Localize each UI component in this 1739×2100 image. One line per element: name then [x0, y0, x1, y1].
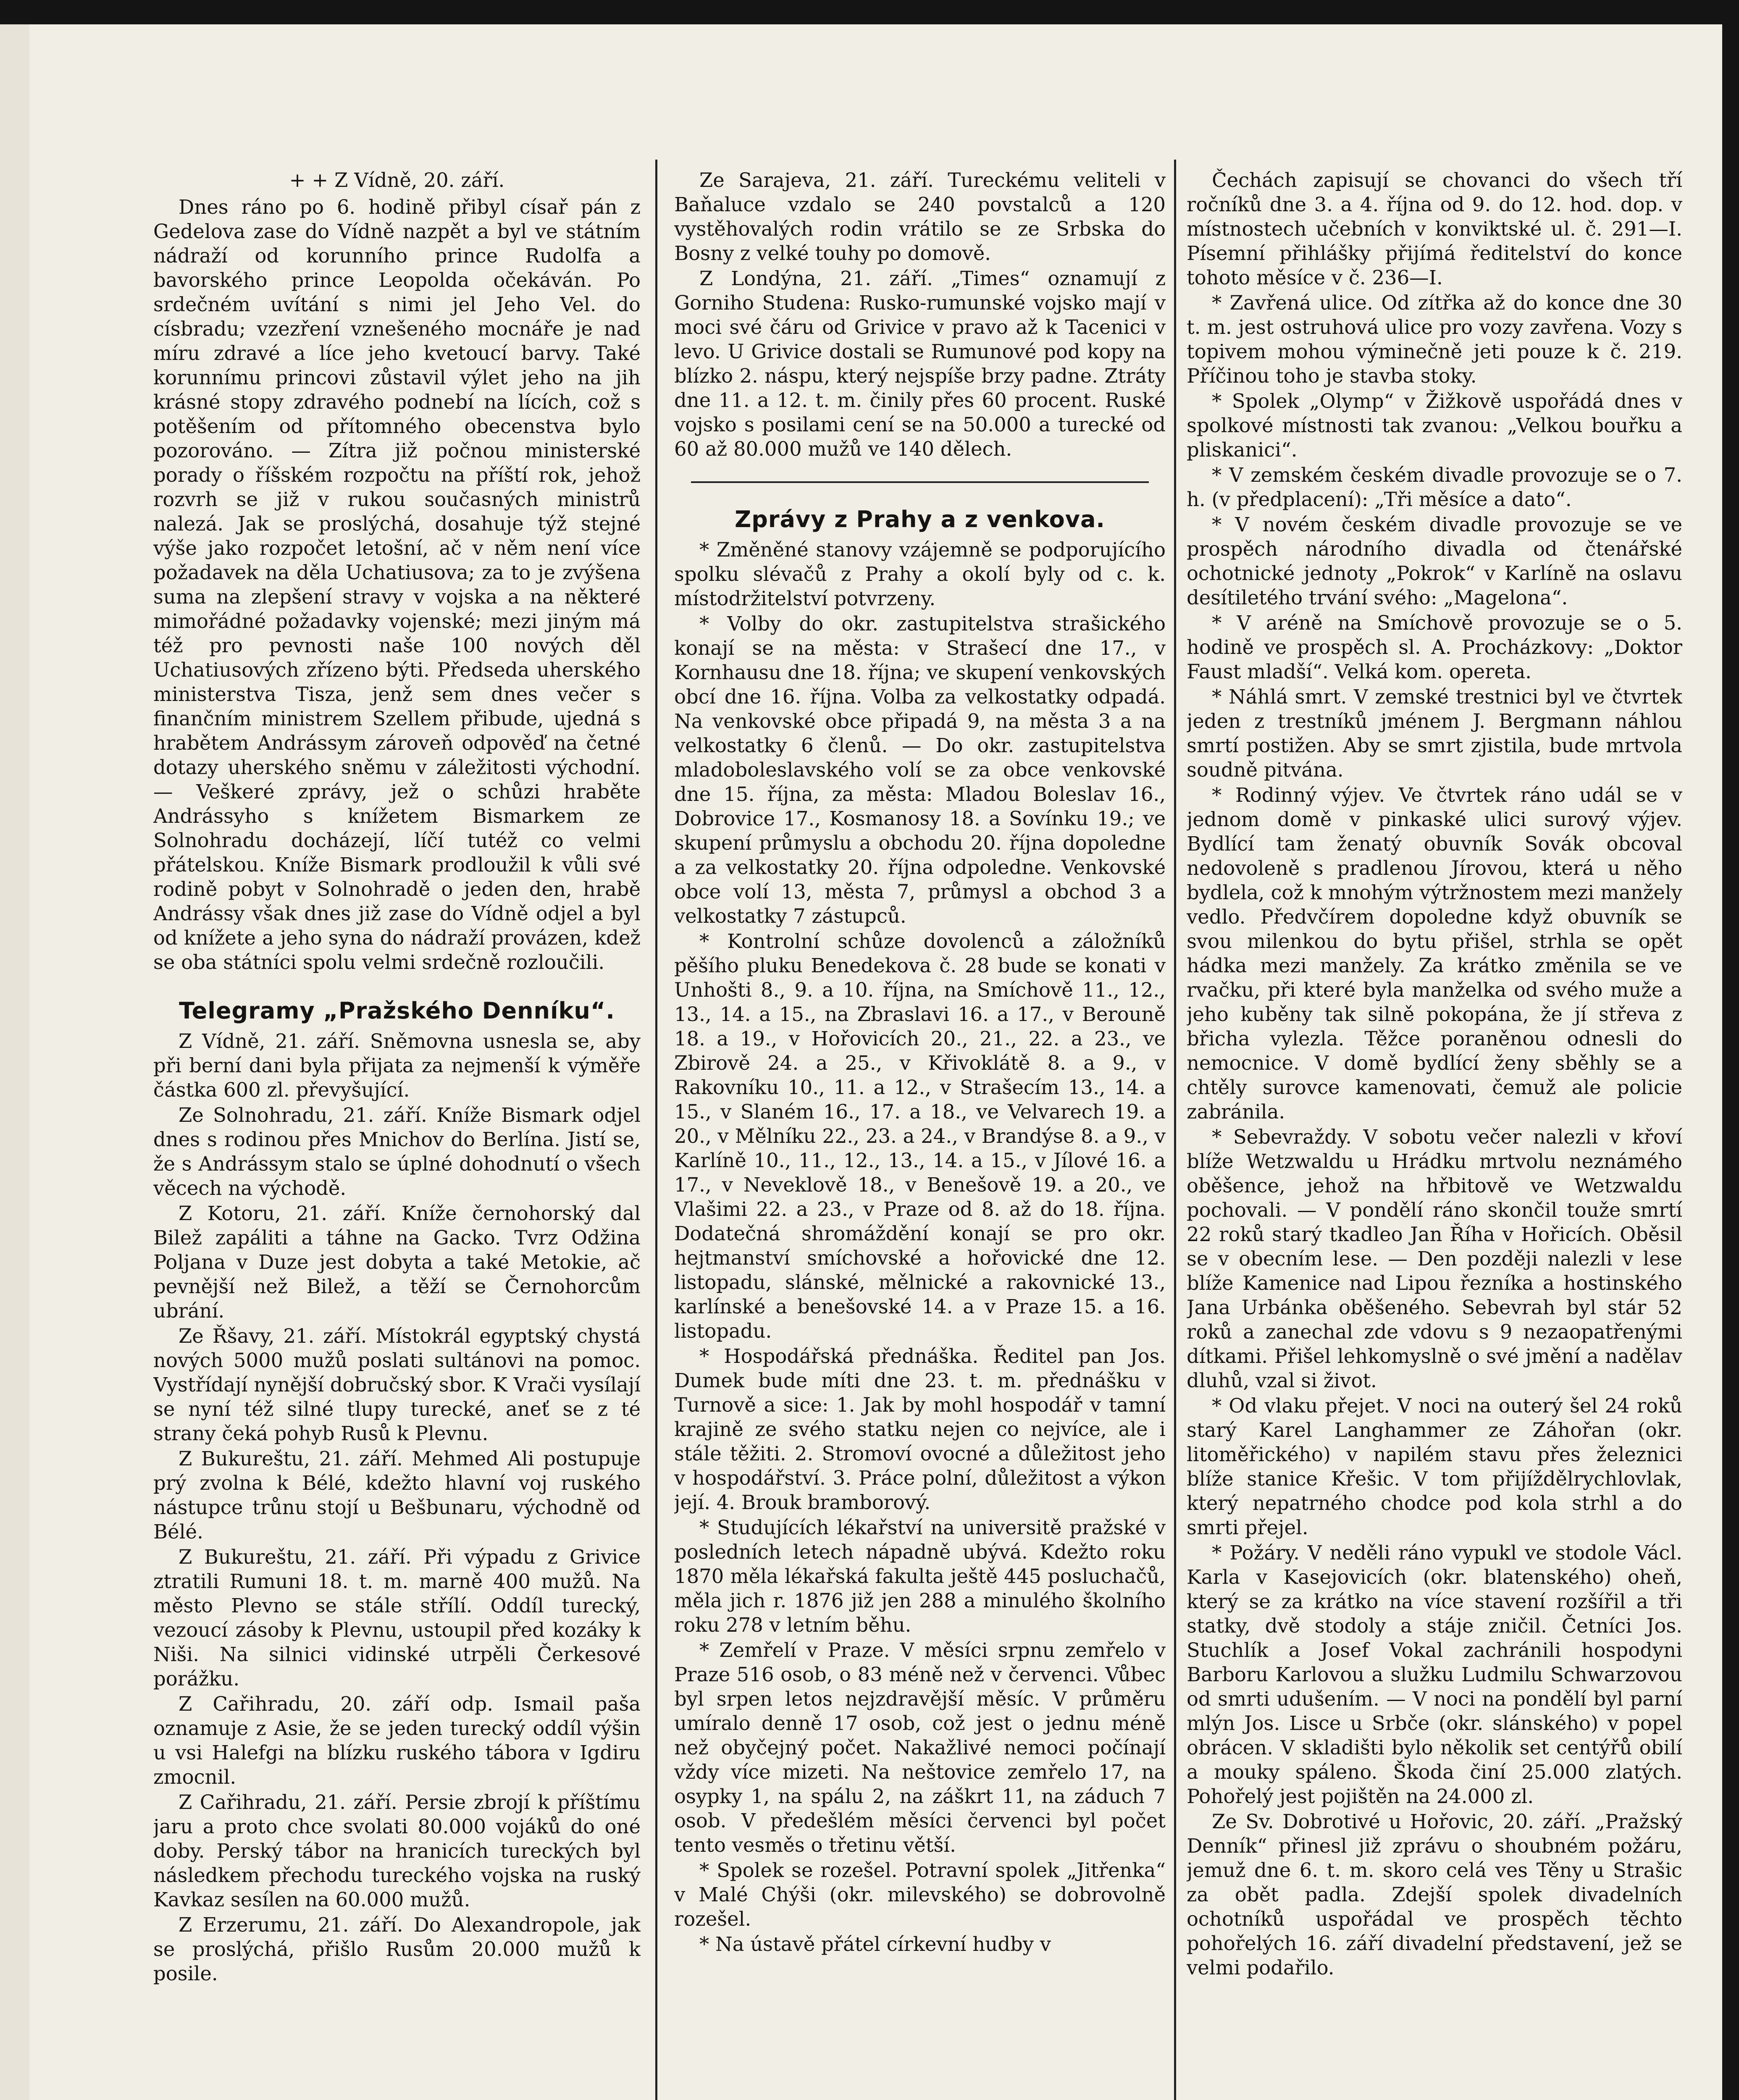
news-item: * V aréně na Smíchově provozuje se o 5. hodině ve prospěch sl. A. Procházkovy: „Doktor Faust mladší“. Velká kom. opereta.: [1187, 612, 1682, 683]
telegram-item: Ze Řšavy, 21. září. Místokrál egyptský chystá nových 5000 mužů poslati sultánovi na pomoc. Vystřídají nynější dobručský sbor. K Vrači vysílají se nyní též silné tlupy turecké, aneť se z té strany čeká pohyb Rusů k Plevnu.: [153, 1325, 641, 1445]
page-margin: [0, 24, 29, 2100]
news-item: * Rodinný výjev. Ve čtvrtek ráno udál se v jednom domě v pinkaské ulici surový výjev. Bydlící tam ženatý obuvník Sovák obcoval nedovoleně s pradlenou Jírovou, která u něho bydlela, což k mnohým výtržnostem mezi manžely vedlo. Předvčírem dopoledne když obuvník se svou milenkou do bytu přišel, strhla se opět hádka mezi manžely. Za krátko změnila se ve rvačku, při které byla manželka od svého muže a jeho kuběny tak silně pokopána, že jí střeva z břicha vylezla. Těžce poraněnou odnesli do nemocnice. V domě bydlící ženy sběhly se a chtěly surovce kamenovati, čemuž ale policie zabránila.: [1187, 784, 1682, 1123]
scan-border-top: [0, 0, 1739, 24]
telegram-item: Z Cařihradu, 20. září odp. Ismail paša oznamuje z Asie, že se jeden turecký oddíl výšin u vsi Halefgi na blízku ruského tábora v Igdiru zmocnil.: [153, 1693, 641, 1788]
column-3: [1187, 168, 1682, 2100]
news-item: * Požáry. V neděli ráno vypukl ve stodole Václ. Karla v Kasejovicích (okr. blatenského) oheň, který se za krátko na více stavení rozšířil a tři statky, dvě stodoly a stáje zničil. Četníci Jos. Stuchlík a Josef Vokal zachránili hospodyni Barboru Karlovou a služku Ludmilu Schwarzovou od smrti udušením. — V noci na pondělí byl parní mlýn Jos. Lisce u Srbče (okr. slánského) v popel obrácen. V skladišti bylo několik set centýřů obilí a mouky spáleno. Škoda činí 25.000 zlatých. Pohořelý jest pojištěn na 24.000 zl.: [1187, 1541, 1682, 1808]
news-item: Ze Sv. Dobrotivé u Hořovic, 20. září. „Pražský Denník“ přinesl již zprávu o shoubném požáru, jemuž dne 6. t. m. skoro celá ves Těny u Strašic za obět padla. Zdejší spolek divadelních ochotníků uspořádal ve prospěch těchto pohořelých 16. září divadelní představení, jež se velmi podařilo.: [1187, 1810, 1682, 1979]
news-item: * Od vlaku přejet. V noci na outerý šel 24 roků starý Karel Langhammer ze Záhořan (okr. litoměřického) v napilém stavu přes železnici blíže stanice Křešic. V tom přijíždělrychlovlak, který nepatrného chodce pod kola strhl a do smrti přejel.: [1187, 1394, 1682, 1539]
column-1: [153, 168, 641, 2100]
column-divider: [1174, 160, 1176, 2100]
column-divider: [655, 160, 657, 2100]
section-heading: Telegramy „Pražského Denníku“.: [179, 998, 615, 1024]
telegram-item: Z Vídně, 21. září. Sněmovna usnesla se, aby při berní dani byla přijata za nejmenší k výměře částka 600 zl. převyšující.: [153, 1030, 641, 1101]
article-paragraph: Dnes ráno po 6. hodině přibyl císař pán z Gedelova zase do Vídně nazpět a byl ve státním nádraží od korunního prince Rudolfa a bavorského prince Leopolda očekáván. Po srdečném uvítání s nimi jel Jeho Vel. do císbradu; vzezření vznešeného mocnáře je nad míru zdravé a líce jeho kvetoucí barvy. Také korunnímu princovi zůstavil výlet jeho na jih krásné stopy zdravého podnebí na lících, což s potěšením od přítomného obecenstva bylo pozorováno. — Zítra již počnou ministerské porady o říšském rozpočtu na příští rok, jehož rozvrh se již v rukou současných ministrů nalezá. Jak se proslýchá, dosahuje týž stejné výše jako rozpočet letošní, ač v něm není více požadavek na děla Uchatiusova; za to je zvýšena suma na zlepšení stravy v vojska a na některé mimořádné požadavky vojenské; mezi jiným má též pro pevnosti naše 100 nových děl Uchatiusových zřízeno býti. Předseda uherského ministerstva Tisza, jenž sem dnes večer s finančním ministrem Szellem přibude, ujedná s hrabětem Andrássym zároveň odpověď na četné dotazy uherského sněmu v záležitosti východní. — Veškeré zprávy, jež o schůzi hraběte Andrássyho s knížetem Bismarkem ze Solnohradu docházejí, líčí tutéž co velmi přátelskou. Kníže Bismark prodloužil k vůli své rodině pobyt v Solnohradě o jeden den, hrabě Andrássy však dnes již zase do Vídně odjel a byl od knížete a jeho syna do nádraží provázen, kdež se oba státníci spolu velmi srdečně rozloučili.: [153, 196, 641, 974]
news-item: * Studujících lékařství na universitě pražské v posledních letech nápadně ubývá. Kdežto roku 1870 měla lékařská fakulta ještě 445 posluchačů, měla jich r. 1876 již jen 288 a minulého školního roku 278 v letním běhu.: [674, 1516, 1166, 1636]
news-item: Čechách zapisují se chovanci do všech tří ročníků dne 3. a 4. října od 9. do 12. hod. dop. v místnostech učebních v konviktské ul. č. 291—I. Písemní přihlášky přijímá ředitelství do konce tohoto měsíce v č. 236—I.: [1187, 169, 1682, 289]
article-paragraph: Ze Sarajeva, 21. září. Tureckému veliteli v Baňaluce vzdalo se 240 povstalců a 120 vystěhovalých rodin vrátilo se ze Srbska do Bosny z velké touhy po domově.: [674, 169, 1166, 265]
news-item: * Volby do okr. zastupitelstva strašického konají se na města: v Strašecí dne 17., v Kornhausu dne 18. října; ve skupení venkovských obcí dne 16. října. Volba za velkostatky odpadá. Na venkovské obce připadá 9, na města 3 a na velkostatky 6 členů. — Do okr. zastupitelstva mladoboleslavského volí se za obce venkovské dne 15. října, za města: Mladou Boleslav 16., Dobrovice 17., Kosmanosy 18. a Sovínku 19.; ve skupení průmyslu a obchodu 20. října dopoledne a za velkostatky 20. října odpoledne. Venkovské obce volí 13, města 7, průmysl a obchod 3 a velkostatky 7 zástupců.: [674, 612, 1166, 927]
news-item: * Na ústavě přátel církevní hudby v: [699, 1933, 1051, 1956]
news-item: * Spolek „Olymp“ v Žižkově uspořádá dnes v spolkové místnosti tak zvanou: „Velkou bouřku a pliskanici“.: [1187, 390, 1682, 461]
news-item: * V novém českém divadle provozuje se ve prospěch národního divadla od čtenářské ochotnické jednoty „Pokrok“ v Karlíně na oslavu desítiletého trvání svého: „Magelona“.: [1187, 513, 1682, 609]
section-rule: [691, 481, 1149, 483]
section-heading: Zprávy z Prahy a z venkova.: [735, 506, 1105, 533]
news-item: * Náhlá smrt. V zemské trestnici byl ve čtvrtek jeden z trestníků jménem J. Bergmann náhlou smrtí postižen. Aby se smrt zjistila, bude mrtvola soudně pitvána.: [1187, 685, 1682, 781]
news-item: * V zemském českém divadle provozuje se o 7. h. (v předplacení): „Tři měsíce a dato“.: [1187, 464, 1682, 511]
news-item: * Kontrolní schůze dovolenců a záložníků pěšího pluku Benedekova č. 28 bude se konati v Unhošti 8., 9. a 10. října, na Smíchově 11., 12., 13., 14. a 15., na Zbraslavi 16. a 17., v Berouně 18. a 19., v Hořovicích 20., 21., 22. a 23., ve Zbirově 24. a 25., v Křivoklátě 8. a 9., v Rakovníku 10., 11. a 12., v Strašecím 13., 14. a 15., v Slaném 16., 17. a 18., ve Velvarech 19. a 20., v Mělníku 22., 23. a 24., v Brandýse 8. a 9., v Karlíně 10., 11., 12., 13., 14. a 15., v Jílové 16. a 17., v Neveklově 18., v Benešově 19. a 20., ve Vlašimi 22. a 23., v Praze od 8. až do 18. října. Dodatečná shromáždění konají se pro okr. hejtmanství smíchovské a hořovické dne 12. listopadu, slánské, mělnické a rakovnické 13., karlínské a benešovské 14. a v Praze 15. a 16. listopadu.: [674, 930, 1166, 1342]
news-item: * Spolek se rozešel. Potravní spolek „Jitřenka“ v Malé Chýši (okr. milevského) se dobrovolně rozešel.: [674, 1859, 1166, 1930]
column-2: [674, 168, 1166, 2100]
news-item: * Sebevraždy. V sobotu večer nalezli v křoví blíže Wetzwaldu u Hrádku mrtvolu neznámého oběšence, jehož na hřbitově ve Wetzwaldu pochovali. — V pondělí ráno skončil touže smrtí 22 roků starý tkadleo Jan Říha v Hořicích. Oběsil se v obecním lese. — Den později nalezli v lese blíže Kamenice nad Lipou řezníka a hostinského Jana Urbánka oběšeného. Sebevrah byl stár 52 roků a zanechal zde vdovu s 9 nezaopatřenými dítkami. Přišel lehkomyslně o své jmění a nadělav dluhů, vzal si život.: [1187, 1126, 1682, 1392]
telegram-item: Z Bukureštu, 21. září. Při výpadu z Grivice ztratili Rumuni 18. t. m. marně 400 mužů. Na město Plevno se stále střílí. Oddíl turecký, vezoucí zásoby k Plevnu, ustoupil před kozáky k Niši. Na silnici vidinské utrpěli Čerkesové porážku.: [153, 1546, 641, 1690]
telegram-item: Z Bukureštu, 21. září. Mehmed Ali postupuje prý zvolna k Bélé, kdežto hlavní voj ruského nástupce trůnu stojí u Bešbunaru, východně od Bélé.: [153, 1447, 641, 1543]
scan-border-right: [1722, 0, 1739, 2100]
news-item: * Zavřená ulice. Od zítřka až do konce dne 30 t. m. jest ostruhová ulice pro vozy zavřena. Vozy s topivem mohou výminečně jeti pouze k č. 219. Příčinou toho je stavba stoky.: [1187, 291, 1682, 387]
news-item: * Změněné stanovy vzájemně se podporujícího spolku slévačů z Prahy a okolí byly od c. k. místodržitelství potvrzeny.: [674, 538, 1166, 610]
news-item: * Zemřelí v Praze. V měsíci srpnu zemřelo v Praze 516 osob, o 83 méně než v červenci. Vůbec byl srpen letos nejzdravější měsíc. V průměru umíralo denně 17 osob, což jest o jednu méně než obyčejný počet. Nakažlivé nemoci počínají vždy více mizeti. Na neštovice zemřelo 17, na osypky 1, na spálu 2, na záškrt 11, na záduch 7 osob. V předešlém měsíci červenci byl počet tento vesměs o třetinu větší.: [674, 1639, 1166, 1856]
article-paragraph: Z Londýna, 21. září. „Times“ oznamují z Gorniho Studena: Rusko-rumunské vojsko mají v moci své čáru od Grivice v pravo až k Tacenici v levo. U Grivice dostali se Rumunové pod kopy na blízko 2. náspu, který nejspíše brzy padne. Ztráty dne 11. a 12. t. m. činily přes 60 procent. Ruské vojsko s posilami cení se na 50.000 a turecké od 60 až 80.000 mužů ve 140 dělech.: [674, 267, 1166, 460]
telegram-item: Ze Solnohradu, 21. září. Kníže Bismark odjel dnes s rodinou přes Mnichov do Berlína. Jistí se, že s Andrássym stalo se úplné dohodnutí o všech věcech na východě.: [153, 1104, 641, 1200]
telegram-item: Z Cařihradu, 21. září. Persie zbrojí k příštímu jaru a proto chce svolati 80.000 vojáků do oné doby. Perský tábor na hranicích tureckých byl následkem přechodu tureckého vojska na ruský Kavkaz sesílen na 60.000 mužů.: [153, 1791, 641, 1911]
dateline: + + Z Vídně, 20. září.: [289, 169, 505, 192]
telegram-item: Z Erzerumu, 21. září. Do Alexandropole, jak se proslýchá, přišlo Rusům 20.000 mužů k posile.: [153, 1914, 641, 1985]
news-item: * Hospodářská přednáška. Ředitel pan Jos. Dumek bude míti dne 23. t. m. přednášku v Turnově a sice: 1. Jak by mohl hospodář v tamní krajině ze svého statku nejen co nejvíce, ale i stále těžiti. 2. Stromoví ovocné a důležitost jeho v hospodářství. 3. Práce polní, důležitost a výkon její. 4. Brouk bramborový.: [674, 1345, 1166, 1514]
telegram-item: Z Kotoru, 21. září. Kníže černohorský dal Bilež zapáliti a táhne na Gacko. Tvrz Odžina Poljana v Duze jest dobyta a také Metokie, ač pevnější než Bilež, a těží se Černohorcům ubrání.: [153, 1202, 641, 1322]
